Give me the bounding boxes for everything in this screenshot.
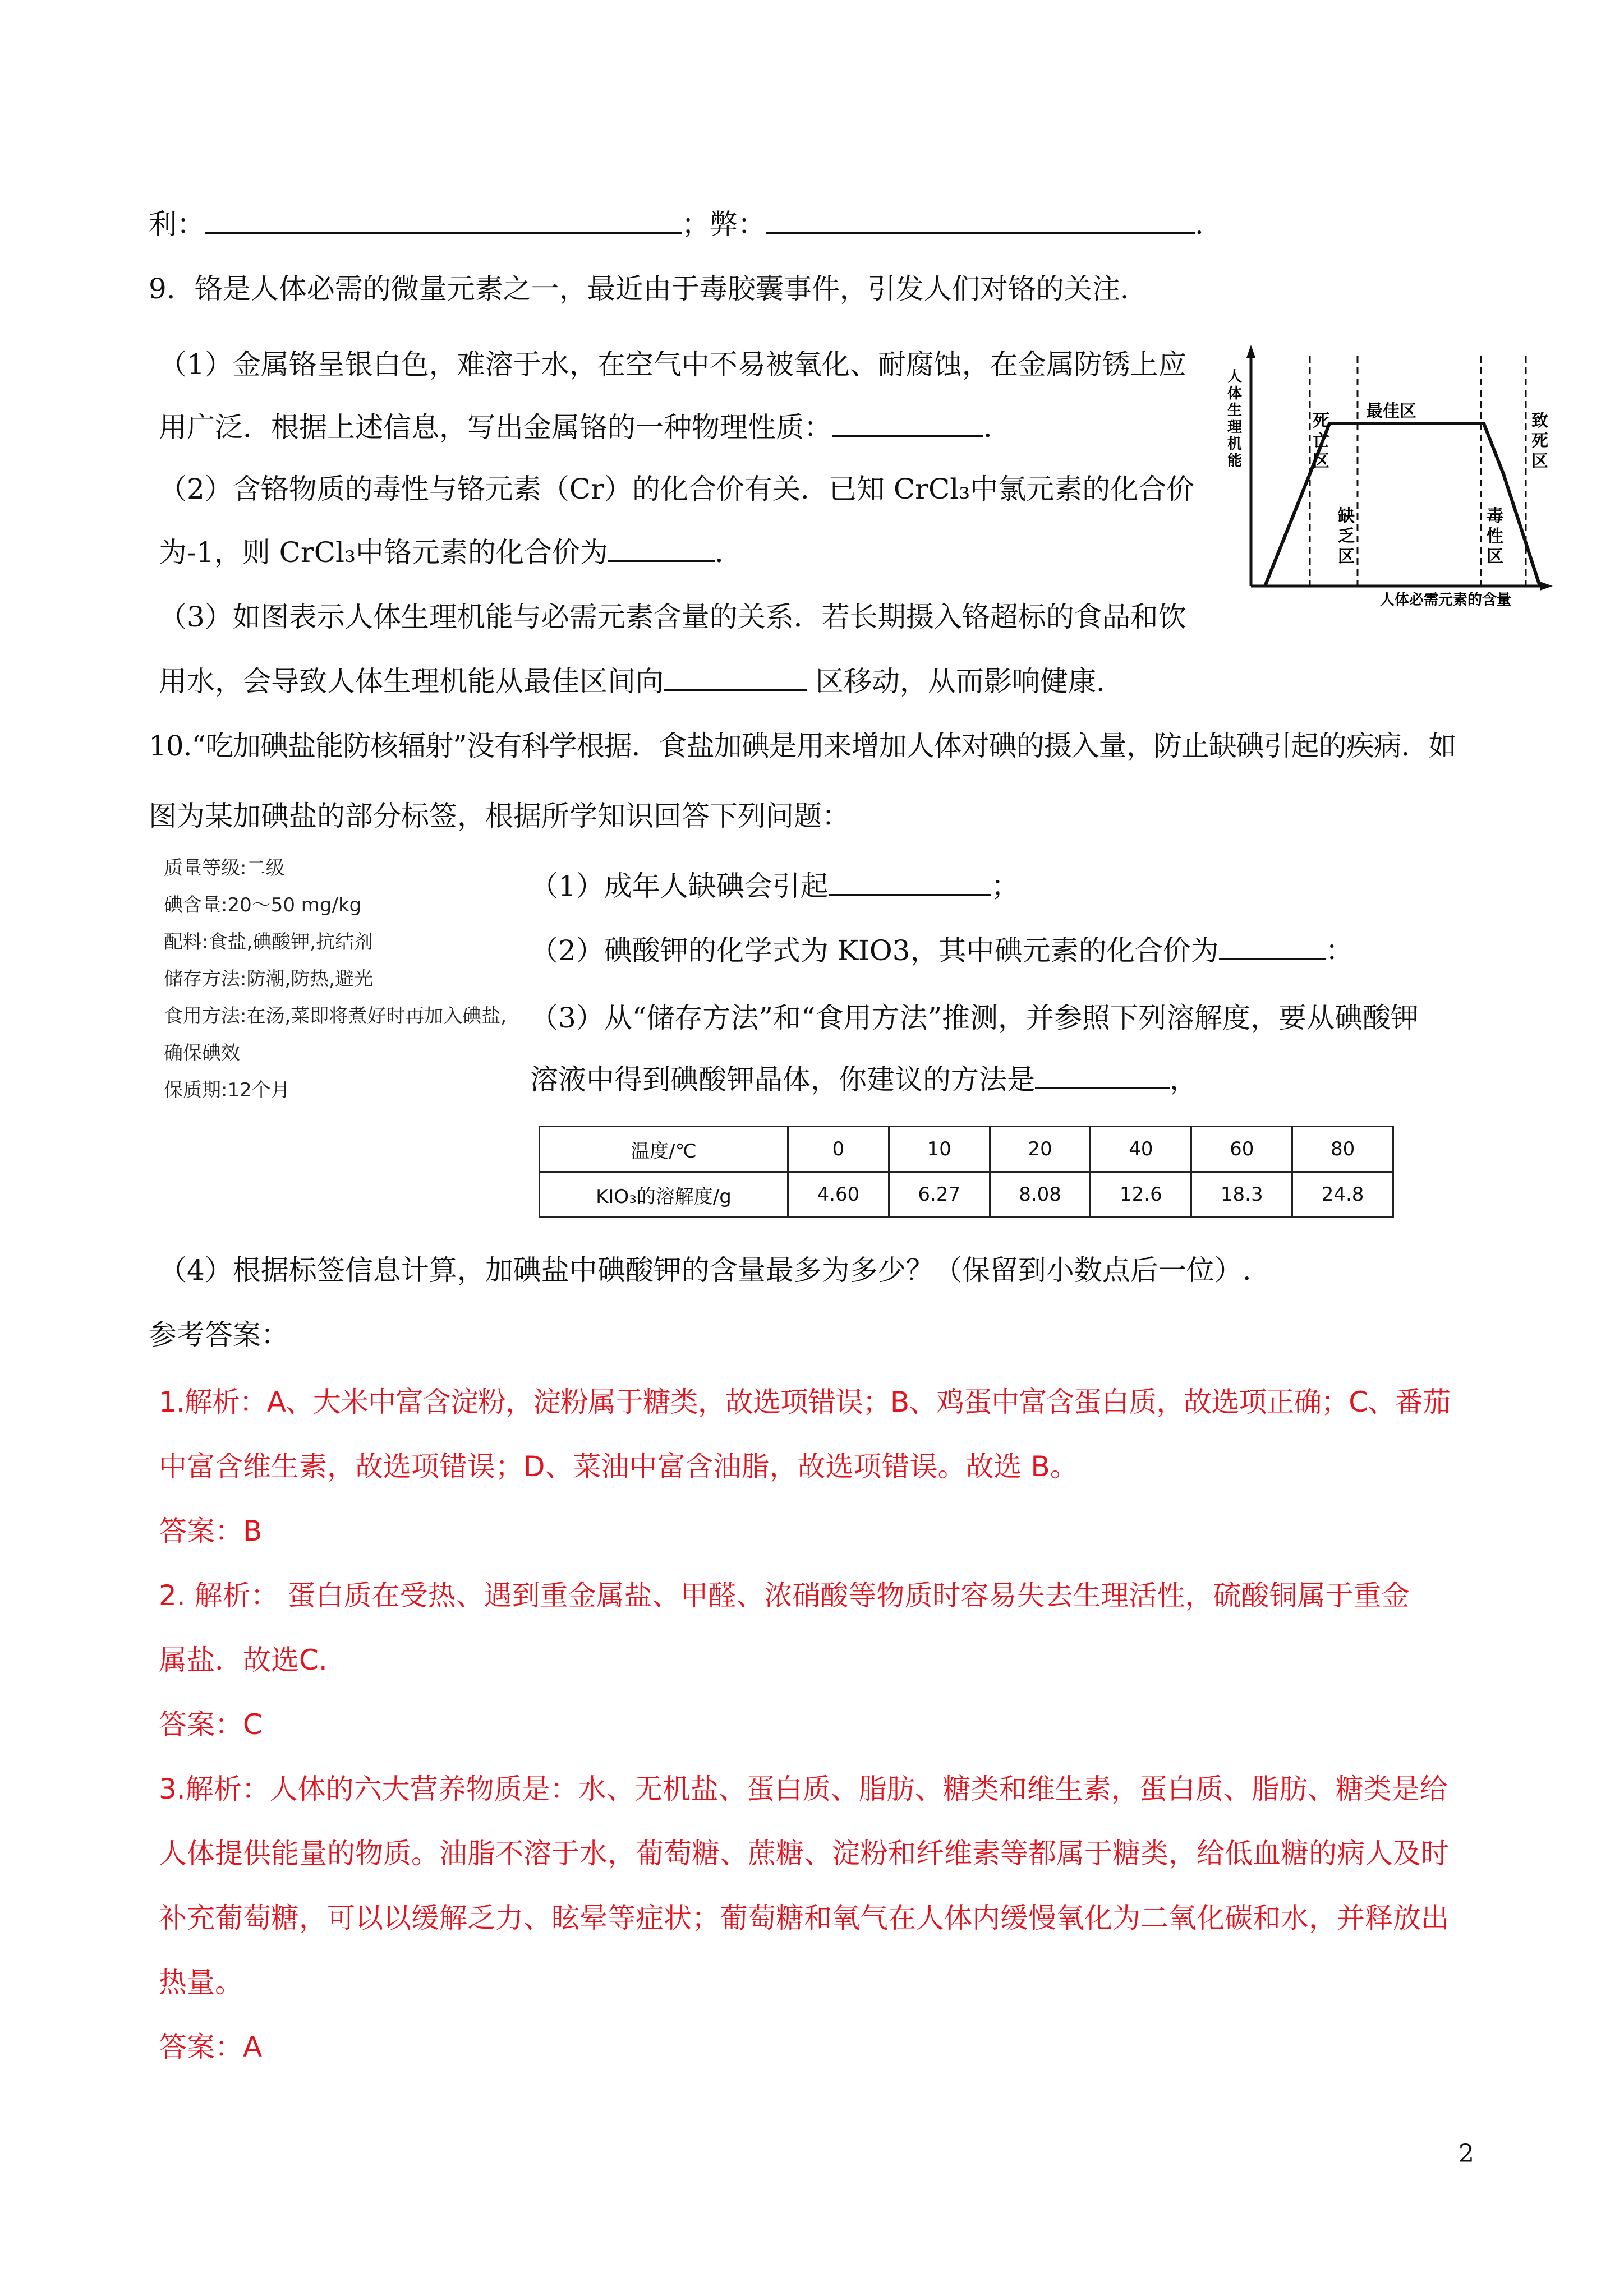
table-cell: 4.60 [788, 1172, 889, 1218]
x-axis-arrow [1540, 582, 1553, 591]
q9-part3-line2 [159, 662, 1105, 701]
q9-part3-text: 用水，会导致人体生理机能从最佳区间向 [159, 665, 664, 698]
answer-2-line2: 属盐．故选C. [159, 1644, 328, 1676]
q9-part3-line1: （3）如图表示人体生理机能与必需元素含量的关系．若长期摄入铬超标的食品和饮 [159, 601, 1186, 633]
q9-part1-line1: （1）金属铬呈银白色，难溶于水，在空气中不易被氧化、耐腐蚀，在金属防锈上应 [159, 348, 1186, 381]
answers-heading: 参考答案： [149, 1318, 289, 1351]
q9-blank-3 [664, 667, 807, 691]
table-cell: 12.6 [1091, 1172, 1191, 1218]
answer-1-result: 答案：B [159, 1515, 263, 1547]
q9-part2-line2 [159, 533, 743, 572]
table-cell: 10 [889, 1127, 990, 1172]
table-row [540, 1127, 1393, 1172]
answer-3-line4: 热量。 [159, 1966, 243, 1999]
table-cell: 0 [788, 1127, 889, 1172]
answer-3-line2: 人体提供能量的物质。油脂不溶于水，葡萄糖、蔗糖、淀粉和纤维素等都属于糖类，给低血糖的病人及时 [159, 1837, 1449, 1870]
bi-label: ；弊： [682, 208, 766, 241]
table-cell: 20 [990, 1127, 1091, 1172]
answer-3-line1: 3.解析：人体的六大营养物质是：水、无机盐、蛋白质、脂肪、糖类和维生素，蛋白质、脂肪、糖类是给 [159, 1773, 1448, 1805]
q10-sub1-text: （1）成年人缺碘会引起 [530, 870, 829, 902]
y-axis-arrow [1246, 345, 1255, 358]
table-cell: 60 [1191, 1127, 1292, 1172]
q10-blank-3 [1035, 1065, 1170, 1089]
salt-label [164, 850, 507, 1109]
q9-part1-end: ． [983, 411, 1011, 444]
q9-part1-line2 [159, 408, 1011, 447]
y-axis-label: 人体生理机能 [1227, 368, 1243, 469]
q9-stem: 9．铬是人体必需的微量元素之一，最近由于毒胶囊事件，引发人们对铬的关注. [149, 273, 1129, 305]
label-line: 质量等级:二级 [164, 857, 285, 879]
answer-3-line3: 补充葡萄糖，可以以缓解乏力、眩晕等症状；葡萄糖和氧气在人体内缓慢氧化为二氧化碳和水，并释放出 [159, 1902, 1449, 1934]
svg-text:缺乏区: 缺乏区 [1338, 506, 1355, 566]
x-axis-label: 人体必需元素的含量 [1380, 592, 1512, 608]
label-line: 碘含量:20～50 mg/kg [164, 894, 362, 916]
q10-sub2-text: （2）碘酸钾的化学式为 KIO3，其中碘元素的化合价为 [530, 934, 1219, 967]
answer-1-line2: 中富含维生素，故选项错误；D、菜油中富含油脂，故选项错误。故选 B。 [159, 1450, 1078, 1483]
table-cell: 40 [1091, 1127, 1191, 1172]
zone-best-label: 最佳区 [1366, 402, 1416, 421]
svg-text:致死区: 致死区 [1531, 411, 1548, 471]
q9-part2-line1: （2）含铬物质的毒性与铬元素（Cr）的化合价有关．已知 CrCl₃中氯元素的化合价 [159, 473, 1195, 505]
bi-blank [766, 210, 1195, 234]
page-number: 2 [1459, 2140, 1474, 2168]
li-label: 利： [149, 208, 205, 241]
top-line-end: . [1195, 208, 1204, 241]
label-line: 配料:食盐,碘酸钾,抗结剂 [164, 931, 374, 953]
svg-text:死亡区: 死亡区 [1313, 411, 1329, 471]
zone-lack-label [1338, 506, 1355, 566]
answer-3-result: 答案：A [159, 2031, 263, 2063]
q9-part1-text: 用广泛．根据上述信息，写出金属铬的一种物理性质： [159, 411, 832, 444]
table-cell: 80 [1292, 1127, 1393, 1172]
q10-sub3-line1: （3）从“储存方法”和“食用方法”推测，并参照下列溶解度，要从碘酸钾 [530, 1002, 1419, 1034]
svg-text:毒性区: 毒性区 [1487, 506, 1503, 566]
label-line: 储存方法:防潮,防热,避光 [164, 968, 374, 990]
q9-part2-text: 为-1，则 CrCl₃中铬元素的化合价为 [159, 536, 609, 569]
zone-toxic-label [1487, 506, 1503, 566]
table-cell: 6.27 [889, 1172, 990, 1218]
zone-death-label [1313, 411, 1329, 471]
label-line: 食用方法:在汤,菜即将煮好时再加入碘盐, [164, 1005, 507, 1027]
label-line: 确保碘效 [164, 1042, 240, 1064]
q9-blank-1 [832, 413, 983, 437]
table-cell: KIO₃的溶解度/g [540, 1172, 788, 1218]
q10-stem-line1: 10.“吃加碘盐能防核辐射”没有科学根据．食盐加碘是用来增加人体对碘的摄入量，防止缺碘引起的疾病．如 [149, 730, 1456, 762]
table-cell: 24.8 [1292, 1172, 1393, 1218]
table-cell: 8.08 [990, 1172, 1091, 1218]
answer-1-line1: 1.解析：A、大米中富含淀粉，淀粉属于糖类，故选项错误；B、鸡蛋中富含蛋白质，故选项正确；C、番茄 [159, 1386, 1451, 1418]
q10-sub3-end: ， [1170, 1063, 1198, 1096]
q10-sub3-text: 溶液中得到碘酸钾晶体，你建议的方法是 [530, 1063, 1035, 1096]
table-cell: 温度/℃ [540, 1127, 788, 1172]
answer-2-line1: 2. 解析： 蛋白质在受热、遇到重金属盐、甲醛、浓硝酸等物质时容易失去生理活性，硫酸铜属于重金 [159, 1579, 1410, 1612]
q10-sub2 [530, 931, 1354, 970]
solubility-table [539, 1126, 1394, 1218]
q10-sub4: （4）根据标签信息计算，加碘盐中碘酸钾的含量最多为多少？（保留到小数点后一位）. [159, 1254, 1252, 1287]
top-line [149, 205, 1204, 244]
q10-sub1 [530, 866, 1019, 906]
q9-part2-end: ． [715, 536, 743, 569]
li-blank [205, 210, 682, 234]
answer-2-result: 答案：C [159, 1708, 263, 1741]
q10-blank-2 [1219, 936, 1326, 960]
q9-part3-end: 区移动，从而影响健康. [807, 665, 1105, 698]
zone-fatal-label [1531, 411, 1548, 471]
q10-sub1-end: ； [991, 870, 1019, 902]
q10-sub2-end: ： [1325, 934, 1354, 967]
q10-stem-line2: 图为某加碘盐的部分标签，根据所学知识回答下列问题： [149, 800, 850, 832]
physiology-diagram [1223, 342, 1554, 611]
label-line: 保质期:12个月 [164, 1079, 290, 1101]
q9-blank-2 [608, 538, 715, 562]
q10-sub3-line2 [530, 1060, 1198, 1099]
table-row [540, 1172, 1393, 1218]
table-cell: 18.3 [1191, 1172, 1292, 1218]
q10-blank-1 [829, 872, 991, 896]
